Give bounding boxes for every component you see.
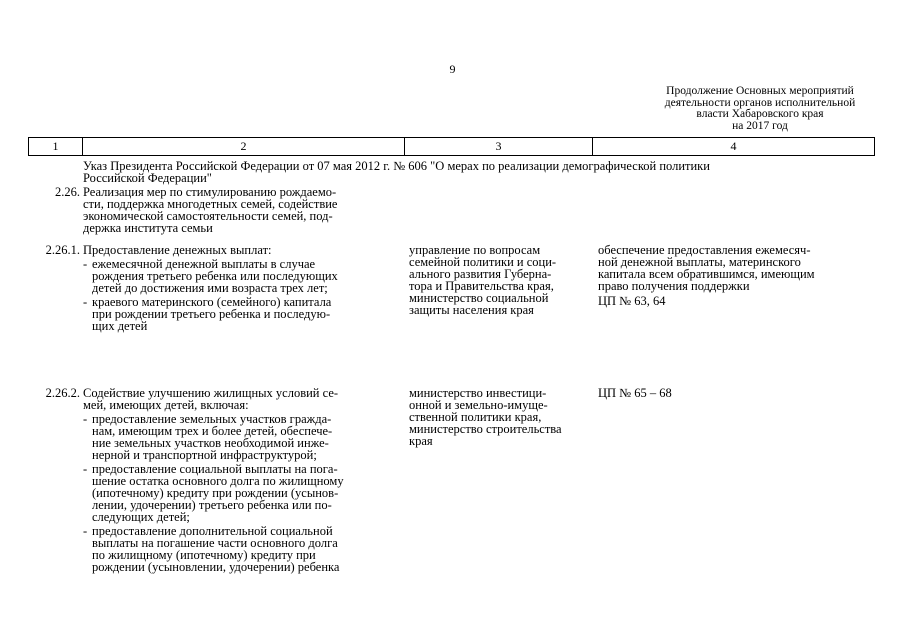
text-line: по жилищному (ипотечному) кредиту при xyxy=(92,548,316,562)
result-column xyxy=(598,244,870,307)
list-item xyxy=(83,525,403,573)
text-line: капитала всем обратившимся, имеющим xyxy=(598,267,815,281)
text-line: держка института семьи xyxy=(83,221,213,235)
text-line: шение остатка основного долга по жилищному xyxy=(92,474,344,488)
text-line: при рождении третьего ребенка и последую- xyxy=(92,307,331,321)
list-item xyxy=(83,258,403,294)
responsible-column xyxy=(409,244,591,316)
text-line: Реализация мер по стимулированию рождаемо- xyxy=(83,185,337,199)
text-line: (ипотечному) кредиту при рождении (усынов- xyxy=(92,486,339,500)
table-header xyxy=(28,137,875,156)
dash-bullet: - xyxy=(83,257,88,271)
continuation-line: Продолжение Основных мероприятий xyxy=(666,85,854,97)
text-line: края xyxy=(409,434,433,448)
list-item xyxy=(83,413,403,461)
text-line: рождении (усыновлении, удочерении) ребенка xyxy=(92,560,340,574)
column-header-3: 3 xyxy=(405,138,593,155)
text-line: обеспечение предоставления ежемесяч- xyxy=(598,243,811,257)
text-line: щих детей xyxy=(92,319,148,333)
text-line: лении, удочерении) третьего ребенка или по- xyxy=(92,498,332,512)
text-line: онной и земельно-имуще- xyxy=(409,398,548,412)
text-line: следующих детей; xyxy=(92,510,190,524)
text-line: мей, имеющих детей, включая: xyxy=(83,398,249,412)
text-line: предоставление социальной выплаты на пога- xyxy=(92,462,338,476)
text-line: нерной и транспортной инфраструктурой; xyxy=(92,448,317,462)
decree-title xyxy=(83,160,863,184)
dash-bullet: - xyxy=(83,524,88,538)
row-description xyxy=(83,186,403,234)
text-line: Предоставление денежных выплат: xyxy=(83,243,272,257)
responsible-column xyxy=(409,387,591,447)
text-line: защиты населения края xyxy=(409,303,534,317)
continuation-line: деятельности органов исполнительной xyxy=(664,96,856,109)
dash-bullet: - xyxy=(83,295,88,309)
row-description xyxy=(83,244,403,332)
text-line: предоставление земельных участков гражда- xyxy=(92,412,332,426)
dash-bullet: - xyxy=(83,412,88,426)
continuation-line: власти Хабаровского края xyxy=(696,108,824,120)
text-line: экономической самостоятельности семей, под- xyxy=(83,209,333,223)
text-line: семейной политики и соци- xyxy=(409,255,557,269)
list-item xyxy=(83,296,403,332)
row-number: 2.26.2. xyxy=(45,386,80,400)
text-line: министерство строительства xyxy=(409,422,562,436)
decree-line: Указ Президента Российской Федерации от 07 мая 2012 г. № 606 "О мерах по реализации демографической политики xyxy=(83,159,710,173)
text-line: рождения третьего ребенка или последующих xyxy=(92,269,338,283)
text-line: выплаты на погашение части основного долга xyxy=(92,536,338,550)
list-item xyxy=(83,463,403,523)
row-number: 2.26.1. xyxy=(45,243,80,257)
text-line: ального развития Губерна- xyxy=(409,267,552,281)
text-line: министерство инвестици- xyxy=(409,386,547,400)
text-line: право получения поддержки xyxy=(598,279,750,293)
text-line: краевого материнского (семейного) капитала xyxy=(92,295,332,309)
text-line: Содействие улучшению жилищных условий се- xyxy=(83,386,339,400)
text-line: министерство социальной xyxy=(409,291,549,305)
text-line: ние земельных участков необходимой инже- xyxy=(92,436,329,450)
column-header-4: 4 xyxy=(730,139,737,153)
page-number: 9 xyxy=(449,62,456,76)
column-header-2: 2 xyxy=(83,138,405,155)
text-line: детей до достижения ими возраста трех лет; xyxy=(92,281,328,295)
result-reference: ЦП № 63, 64 xyxy=(598,294,666,308)
continuation-line: на 2017 год xyxy=(732,119,788,132)
result-column xyxy=(598,387,870,399)
text-line: ственной политики края, xyxy=(409,410,542,424)
column-header-1: 1 xyxy=(29,138,83,155)
text-line: управление по вопросам xyxy=(409,243,541,257)
text-line: ежемесячной денежной выплаты в случае xyxy=(92,257,316,271)
text-line: тора и Правительства края, xyxy=(409,279,554,293)
decree-line: Российской Федерации" xyxy=(83,171,212,185)
dash-bullet: - xyxy=(83,462,88,476)
text-line: нам, имеющим трех и более детей, обеспече- xyxy=(92,424,333,438)
text-line: сти, поддержка многодетных семей, содействие xyxy=(83,197,338,211)
result-reference: ЦП № 65 – 68 xyxy=(598,386,672,400)
continuation-header xyxy=(640,86,880,132)
text-line: предоставление дополнительной социальной xyxy=(92,524,333,538)
row-number: 2.26. xyxy=(55,185,80,199)
text-line: ной денежной выплаты, материнского xyxy=(598,255,801,269)
row-description xyxy=(83,387,403,573)
